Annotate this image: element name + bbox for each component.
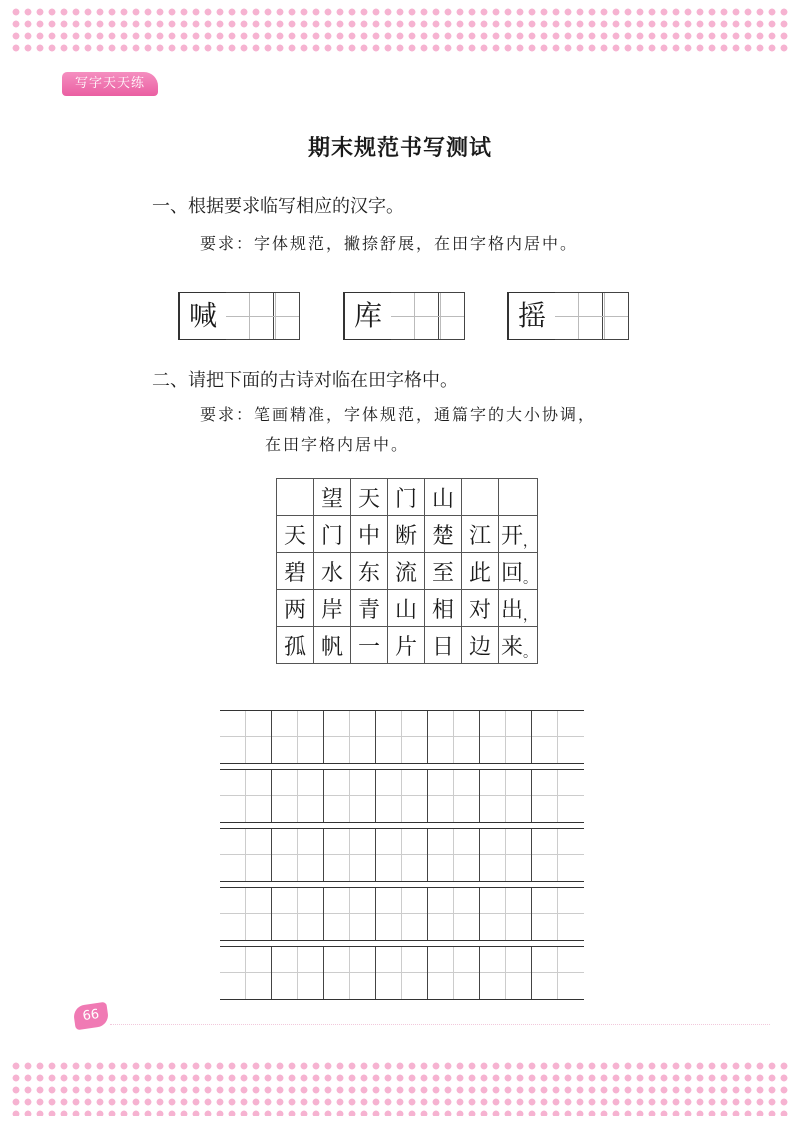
- practice-row: [220, 887, 584, 941]
- poem-char: 开: [501, 523, 524, 549]
- practice-cell[interactable]: [376, 770, 428, 822]
- practice-cell[interactable]: [428, 888, 480, 940]
- section1-heading: 一、根据要求临写相应的汉字。: [152, 196, 404, 217]
- poem-cell: 天: [277, 516, 314, 553]
- poem-cell: [499, 627, 538, 664]
- poem-cell: 碧: [277, 553, 314, 590]
- sample-char-box: [507, 292, 555, 340]
- practice-cell[interactable]: [480, 829, 532, 881]
- practice-cell[interactable]: [272, 888, 324, 940]
- poem-line-row: [277, 627, 538, 664]
- poem-cell: 边: [462, 627, 499, 664]
- poem-cell: [462, 479, 499, 516]
- poem-cell: [499, 553, 538, 590]
- page-number: 66: [72, 1002, 109, 1030]
- section2-requirement-line1: 要求：笔画精准，字体规范，通篇字的大小协调，: [200, 405, 597, 424]
- poem-line-row: [277, 516, 538, 553]
- practice-cell[interactable]: [532, 711, 584, 763]
- poem-cell: 日: [425, 627, 462, 664]
- practice-cell[interactable]: [220, 829, 272, 881]
- poem-title-row: [277, 479, 538, 516]
- practice-cell[interactable]: [428, 829, 480, 881]
- footer-divider: [110, 1024, 770, 1025]
- practice-cell[interactable]: [480, 888, 532, 940]
- practice-cell[interactable]: [376, 711, 428, 763]
- poem-cell: 山: [388, 590, 425, 627]
- practice-cell[interactable]: [376, 947, 428, 999]
- practice-cell[interactable]: [272, 947, 324, 999]
- poem-cell: 东: [351, 553, 388, 590]
- poem-cell: 望: [314, 479, 351, 516]
- practice-box[interactable]: [417, 292, 465, 340]
- poem-cell: 山: [425, 479, 462, 516]
- poem-char: 来: [501, 634, 524, 660]
- poem-cell: [499, 516, 538, 553]
- poem-cell: 孤: [277, 627, 314, 664]
- poem-cell: 片: [388, 627, 425, 664]
- poem-cell: 门: [388, 479, 425, 516]
- poem-cell: 中: [351, 516, 388, 553]
- poem-cell: 岸: [314, 590, 351, 627]
- sample-char: 库: [353, 299, 382, 332]
- practice-cell[interactable]: [220, 770, 272, 822]
- poem-cell: 此: [462, 553, 499, 590]
- practice-cell[interactable]: [324, 947, 376, 999]
- poem-cell: [277, 479, 314, 516]
- practice-cell[interactable]: [428, 947, 480, 999]
- series-badge: 写字天天练: [62, 72, 158, 96]
- sample-char-box: [343, 292, 391, 340]
- practice-cell[interactable]: [428, 770, 480, 822]
- practice-cell[interactable]: [376, 888, 428, 940]
- section2-heading: 二、请把下面的古诗对临在田字格中。: [152, 370, 458, 391]
- practice-cell[interactable]: [220, 947, 272, 999]
- practice-row: [220, 946, 584, 1000]
- poem-cell: 对: [462, 590, 499, 627]
- poem-cell: 楚: [425, 516, 462, 553]
- practice-cell[interactable]: [220, 711, 272, 763]
- poem-cell: 帆: [314, 627, 351, 664]
- section1-requirement: 要求：字体规范，撇捺舒展，在田字格内居中。: [200, 234, 579, 253]
- sample-char: 喊: [188, 299, 217, 332]
- poem-char: 回: [501, 560, 524, 586]
- practice-cell[interactable]: [324, 829, 376, 881]
- practice-cell[interactable]: [532, 829, 584, 881]
- practice-grid: [220, 710, 584, 1005]
- poem-cell: [499, 590, 538, 627]
- poem-punctuation: 。: [523, 571, 537, 587]
- practice-cell[interactable]: [480, 770, 532, 822]
- poem-line-row: [277, 553, 538, 590]
- poem-punctuation: 。: [523, 645, 537, 661]
- poem-punctuation: ，: [523, 608, 537, 624]
- poem-cell: 至: [425, 553, 462, 590]
- practice-row: [220, 828, 584, 882]
- practice-cell[interactable]: [324, 711, 376, 763]
- poem-char: 出: [501, 597, 524, 623]
- practice-cell[interactable]: [324, 770, 376, 822]
- poem-cell: 流: [388, 553, 425, 590]
- practice-cell[interactable]: [532, 770, 584, 822]
- top-dot-border: [10, 6, 790, 56]
- practice-cell[interactable]: [532, 947, 584, 999]
- poem-cell: 水: [314, 553, 351, 590]
- practice-cell[interactable]: [272, 711, 324, 763]
- practice-cell[interactable]: [272, 770, 324, 822]
- poem-cell: 门: [314, 516, 351, 553]
- poem-cell: 一: [351, 627, 388, 664]
- practice-cell[interactable]: [480, 947, 532, 999]
- practice-cell[interactable]: [272, 829, 324, 881]
- practice-box[interactable]: [581, 292, 629, 340]
- practice-cell[interactable]: [428, 711, 480, 763]
- poem-cell: 天: [351, 479, 388, 516]
- poem-line-row: [277, 590, 538, 627]
- section2-requirement-line2: 在田字格内居中。: [265, 435, 410, 454]
- sample-char-box: [178, 292, 226, 340]
- poem-model-table: [276, 478, 538, 664]
- poem-cell: 两: [277, 590, 314, 627]
- poem-cell: 江: [462, 516, 499, 553]
- practice-cell[interactable]: [376, 829, 428, 881]
- practice-row: [220, 769, 584, 823]
- practice-cell[interactable]: [324, 888, 376, 940]
- poem-cell: 青: [351, 590, 388, 627]
- poem-cell: 断: [388, 516, 425, 553]
- poem-punctuation: ，: [523, 534, 537, 550]
- practice-box[interactable]: [252, 292, 300, 340]
- practice-cell[interactable]: [480, 711, 532, 763]
- poem-cell: [499, 479, 538, 516]
- sample-char: 摇: [517, 299, 546, 332]
- page-title: 期末规范书写测试: [307, 135, 492, 161]
- bottom-dot-border: [10, 1060, 790, 1116]
- practice-cell[interactable]: [220, 888, 272, 940]
- practice-row: [220, 710, 584, 764]
- practice-cell[interactable]: [532, 888, 584, 940]
- poem-cell: 相: [425, 590, 462, 627]
